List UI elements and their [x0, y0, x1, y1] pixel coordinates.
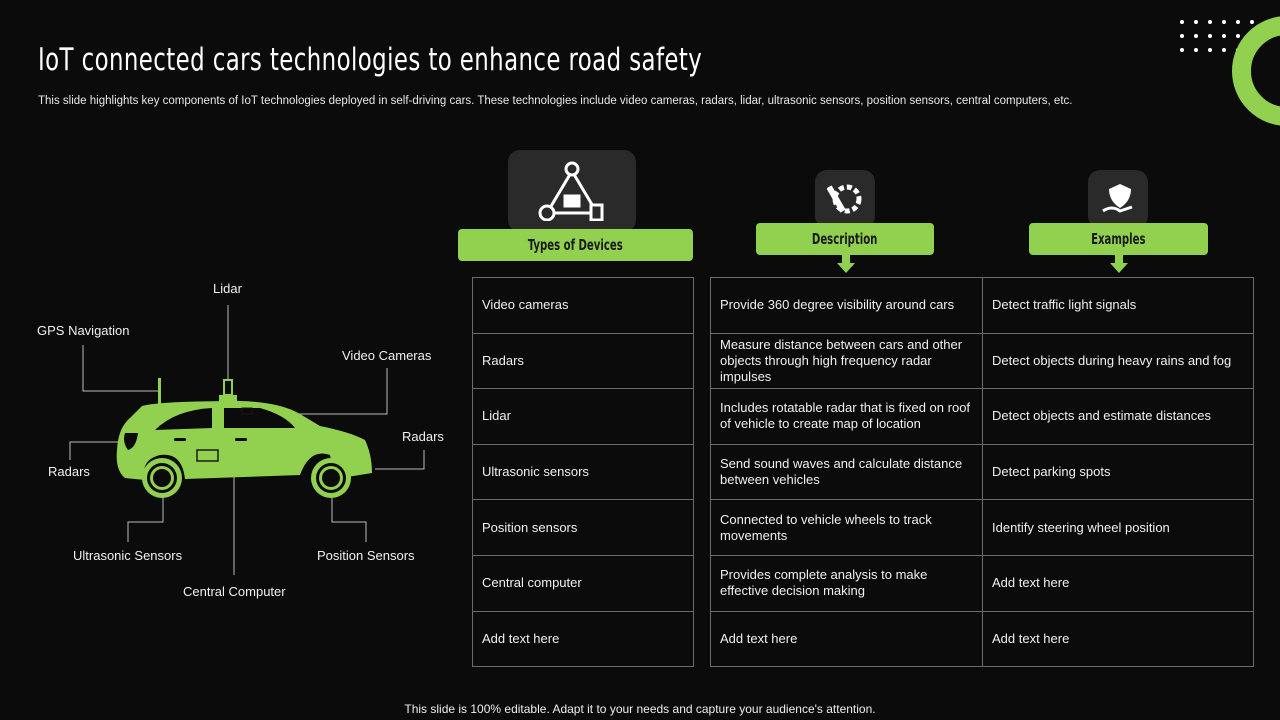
table-row: [473, 333, 694, 389]
table-row: [473, 444, 694, 500]
header-types-of-devices: Types of Devices: [458, 229, 693, 261]
description-cell: Add text here: [711, 611, 983, 667]
device-type-cell: Position sensors: [473, 500, 694, 556]
example-cell: Identify steering wheel position: [983, 500, 1254, 556]
arrow-down-icon: [1110, 263, 1128, 273]
table-row: [711, 555, 1254, 611]
label-lidar: Lidar: [213, 281, 242, 296]
device-type-cell: Video cameras: [473, 278, 694, 334]
iot-network-icon: [508, 150, 636, 232]
shield-hand-icon: [1088, 170, 1148, 228]
example-cell: Detect objects during heavy rains and fog: [983, 333, 1254, 389]
label-radars-front: Radars: [402, 429, 444, 444]
arrow-down-icon: [837, 263, 855, 273]
label-ultrasonic-sensors: Ultrasonic Sensors: [73, 548, 183, 563]
table-row: [711, 333, 1254, 389]
device-type-cell: Central computer: [473, 555, 694, 611]
wrench-gear-icon: [815, 170, 875, 228]
description-examples-table: [710, 277, 1254, 667]
example-cell: Detect objects and estimate distances: [983, 389, 1254, 445]
table-row: [473, 555, 694, 611]
description-cell: Measure distance between cars and other objects through high frequency radar impulses: [711, 333, 983, 389]
header-description: Description: [756, 223, 934, 255]
description-cell: Connected to vehicle wheels to track movements: [711, 500, 983, 556]
example-cell: Detect traffic light signals: [983, 278, 1254, 334]
slide-subtitle: This slide highlights key components of IoT technologies deployed in self-driving cars. These technologies include video cameras, radars, lidar, ultrasonic sensors, position sensors, central computers, etc.: [38, 95, 1073, 107]
label-position-sensors: Position Sensors: [317, 548, 415, 563]
types-table: [472, 277, 694, 667]
label-radars-rear: Radars: [48, 464, 90, 479]
description-cell: Provide 360 degree visibility around cars: [711, 278, 983, 334]
table-row: [473, 611, 694, 667]
label-gps-navigation: GPS Navigation: [37, 323, 130, 338]
label-central-computer: Central Computer: [183, 584, 286, 599]
footer-note: This slide is 100% editable. Adapt it to your needs and capture your audience's attention.: [404, 702, 876, 716]
label-video-cameras: Video Cameras: [342, 348, 432, 363]
device-type-cell: Add text here: [473, 611, 694, 667]
table-row: [711, 278, 1254, 334]
table-row: [711, 444, 1254, 500]
header-examples: Examples: [1029, 223, 1208, 255]
table-row: [473, 278, 694, 334]
description-cell: Includes rotatable radar that is fixed on roof of vehicle to create map of location: [711, 389, 983, 445]
device-type-cell: Radars: [473, 333, 694, 389]
slide-title: IoT connected cars technologies to enhance road safety: [38, 42, 703, 78]
table-row: [473, 500, 694, 556]
example-cell: Detect parking spots: [983, 444, 1254, 500]
device-type-cell: Lidar: [473, 389, 694, 445]
description-cell: Send sound waves and calculate distance between vehicles: [711, 444, 983, 500]
example-cell: Add text here: [983, 611, 1254, 667]
description-cell: Provides complete analysis to make effective decision making: [711, 555, 983, 611]
example-cell: Add text here: [983, 555, 1254, 611]
table-row: [473, 389, 694, 445]
device-type-cell: Ultrasonic sensors: [473, 444, 694, 500]
table-row: [711, 389, 1254, 445]
table-row: [711, 500, 1254, 556]
table-row: [711, 611, 1254, 667]
